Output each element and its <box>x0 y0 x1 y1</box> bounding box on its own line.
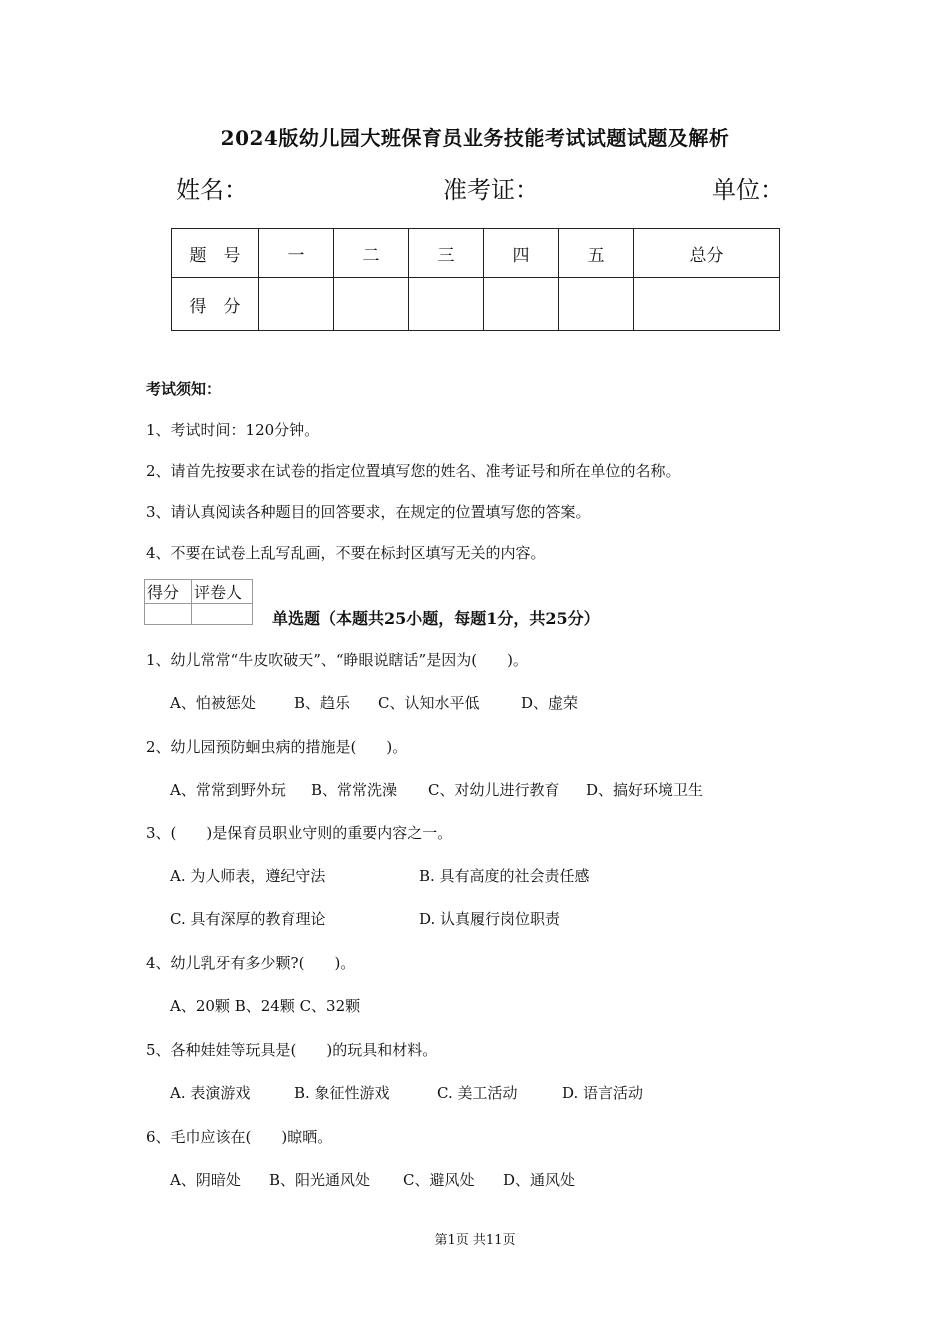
score-table <box>171 228 780 331</box>
score-cell[interactable] <box>259 278 334 331</box>
question-options <box>170 1082 643 1103</box>
notice-item: 1、考试时间：120分钟。 <box>146 421 320 439</box>
score-cell[interactable] <box>634 278 780 331</box>
option[interactable]: A. 表演游戏 <box>170 1084 251 1102</box>
option[interactable]: D. 认真履行岗位职责 <box>419 910 561 928</box>
score-table-header-cell: 三 <box>409 229 484 278</box>
option[interactable]: C、认知水平低 <box>378 694 480 712</box>
option[interactable]: B、趋乐 <box>294 694 351 712</box>
question-stem: 1、幼儿常常“牛皮吹破天”、“睁眼说瞎话”是因为( )。 <box>146 651 528 669</box>
option[interactable]: A、常常到野外玩 <box>170 781 286 799</box>
score-table-header-cell: 一 <box>259 229 334 278</box>
option[interactable]: D、搞好环境卫生 <box>586 781 704 799</box>
grader-score-label: 得分 <box>145 580 192 604</box>
page-footer: 第1页 共11页 <box>434 1233 516 1248</box>
notice-item: 4、不要在试卷上乱写乱画，不要在标封区填写无关的内容。 <box>146 544 546 562</box>
option[interactable]: C、对幼儿进行教育 <box>428 781 560 799</box>
question-options <box>170 908 560 929</box>
score-table-header-cell: 题 号 <box>172 229 259 278</box>
option[interactable]: B、阳光通风处 <box>269 1171 371 1189</box>
grader-box <box>144 579 253 625</box>
option[interactable]: B. 具有高度的社会责任感 <box>419 867 590 885</box>
unit-field-label: 单位： <box>712 176 784 204</box>
question-options <box>170 1169 575 1190</box>
option[interactable]: C. 美工活动 <box>437 1084 518 1102</box>
name-field-label: 姓名： <box>176 176 248 204</box>
grader-score-cell[interactable] <box>145 604 192 625</box>
option[interactable]: D、虚荣 <box>521 694 579 712</box>
question-options <box>170 692 578 713</box>
option[interactable]: A、怕被惩处 <box>170 694 256 712</box>
score-row-label: 得 分 <box>172 278 259 331</box>
question-options <box>170 865 590 886</box>
notice-title: 考试须知： <box>146 380 222 398</box>
question-stem: 4、幼儿乳牙有多少颗?( )。 <box>146 954 356 972</box>
score-table-header-row <box>172 229 780 278</box>
question-stem: 5、各种娃娃等玩具是( )的玩具和材料。 <box>146 1041 438 1059</box>
notice-item: 2、请首先按要求在试卷的指定位置填写您的姓名、准考证号和所在单位的名称。 <box>146 462 681 480</box>
score-cell[interactable] <box>334 278 409 331</box>
grader-reviewer-label: 评卷人 <box>192 580 253 604</box>
score-table-score-row <box>172 278 780 331</box>
option[interactable]: B. 象征性游戏 <box>294 1084 390 1102</box>
score-cell[interactable] <box>409 278 484 331</box>
option[interactable]: A、阴暗处 <box>170 1171 241 1189</box>
option[interactable]: D. 语言活动 <box>562 1084 644 1102</box>
option[interactable]: A、20颗 B、24颗 C、32颗 <box>170 997 361 1015</box>
option[interactable]: C、避风处 <box>403 1171 475 1189</box>
exam-number-field-label: 准考证： <box>443 176 539 204</box>
option[interactable]: A. 为人师表，遵纪守法 <box>170 867 326 885</box>
score-cell[interactable] <box>484 278 559 331</box>
section-title: 单选题（本题共25小题，每题1分，共25分） <box>272 609 600 628</box>
option[interactable]: B、常常洗澡 <box>311 781 398 799</box>
score-table-header-cell: 总分 <box>634 229 780 278</box>
question-options <box>170 779 703 800</box>
score-table-header-cell: 四 <box>484 229 559 278</box>
option[interactable]: C. 具有深厚的教育理论 <box>170 910 326 928</box>
score-table-header-cell: 五 <box>559 229 634 278</box>
score-cell[interactable] <box>559 278 634 331</box>
document-title: 2024版幼儿园大班保育员业务技能考试试题试题及解析 <box>220 126 730 150</box>
option[interactable]: D、通风处 <box>503 1171 576 1189</box>
question-stem: 6、毛巾应该在( )晾晒。 <box>146 1128 333 1146</box>
question-options <box>170 995 360 1016</box>
question-stem: 3、( )是保育员职业守则的重要内容之一。 <box>146 824 453 842</box>
notice-item: 3、请认真阅读各种题目的回答要求，在规定的位置填写您的答案。 <box>146 503 591 521</box>
grader-reviewer-cell[interactable] <box>192 604 253 625</box>
question-stem: 2、幼儿园预防蛔虫病的措施是( )。 <box>146 738 408 756</box>
score-table-header-cell: 二 <box>334 229 409 278</box>
